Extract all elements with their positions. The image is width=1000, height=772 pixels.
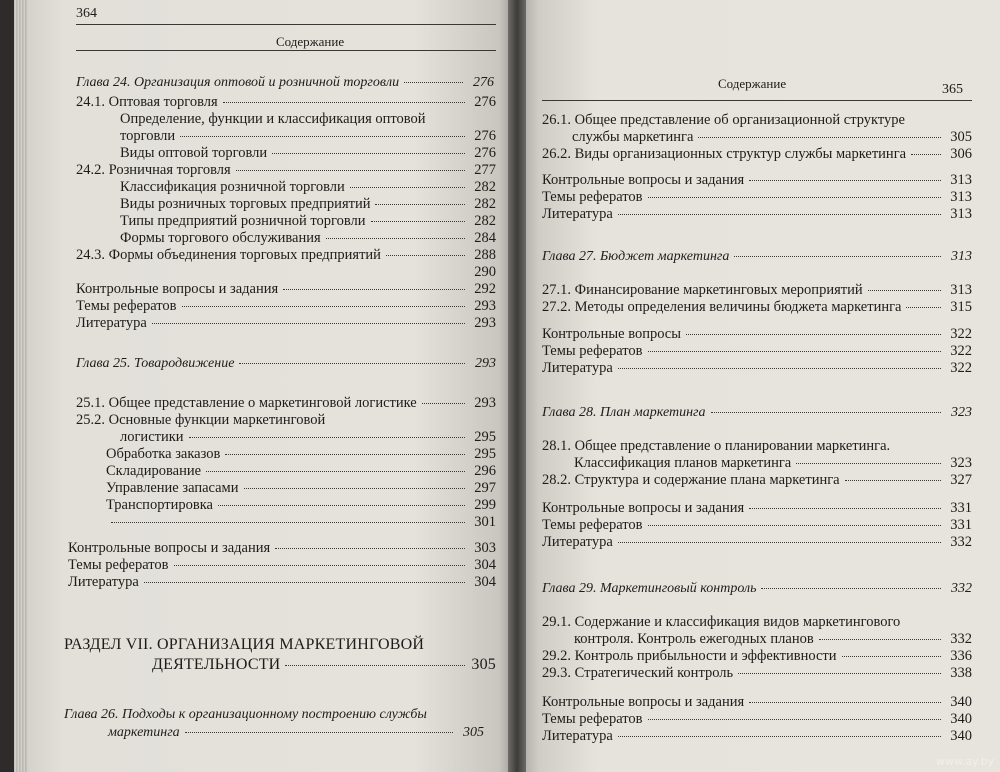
section-heading: ДЕЯТЕЛЬНОСТИ 305 (152, 656, 496, 673)
toc-entry: 28.1. Общее представление о планировании маркетинга. (542, 438, 891, 454)
header-rule-2 (76, 50, 496, 51)
toc-entry: Классификация планов маркетинга 323 (574, 455, 972, 471)
toc-entry: 301 (106, 514, 496, 531)
toc-entry: Темы рефератов 322 (542, 343, 972, 359)
toc-entry: 27.2. Методы определения величины бюджета маркетинга 315 (542, 299, 972, 315)
toc-entry: Темы рефератов 304 (68, 557, 496, 573)
toc-entry: Литература 322 (542, 360, 972, 376)
toc-entry: Глава 25. Товародвижение 293 (76, 356, 496, 371)
page-edge-stack (14, 0, 28, 772)
toc-entry: Транспортировка 299 (106, 497, 496, 513)
header-rule (542, 100, 972, 101)
toc-entry: Обработка заказов 295 (106, 446, 496, 462)
toc-entry: Управление запасами 297 (106, 480, 496, 496)
toc-entry: 29.2. Контроль прибыльности и эффективности 336 (542, 648, 972, 664)
toc-entry: Литература 340 (542, 728, 972, 744)
toc-entry: Темы рефератов 340 (542, 711, 972, 727)
right-page (520, 0, 1000, 772)
toc-entry: Виды розничных торговых предприятий 282 (120, 196, 496, 212)
toc-entry: Темы рефератов 331 (542, 517, 972, 533)
section-heading: РАЗДЕЛ VII. ОРГАНИЗАЦИЯ МАРКЕТИНГОВОЙ (64, 636, 425, 653)
toc-entry: Виды оптовой торговли 276 (120, 145, 496, 161)
book-gutter (508, 0, 526, 772)
toc-entry: торговли 276 (120, 128, 496, 144)
toc-entry: Классификация розничной торговли 282 (120, 179, 496, 195)
toc-entry: контроля. Контроль ежегодных планов 332 (574, 631, 972, 647)
toc-entry: Литература 313 (542, 206, 972, 222)
toc-entry: 25.1. Общее представление о маркетинговой логистике 293 (76, 395, 496, 411)
toc-entry: Литература 304 (68, 574, 496, 590)
toc-entry: 26.2. Виды организационных структур службы маркетинга 306 (542, 146, 972, 162)
left-page (14, 0, 514, 772)
page-number: 365 (942, 82, 963, 97)
toc-entry: 28.2. Структура и содержание плана маркетинга 327 (542, 472, 972, 488)
toc-entry: Контрольные вопросы и задания 303 (68, 540, 496, 556)
toc-entry: 24.2. Розничная торговля 277 (76, 162, 496, 178)
watermark: www.ay.by (935, 755, 994, 768)
toc-entry: Контрольные вопросы 322 (542, 326, 972, 342)
page-number: 364 (76, 6, 97, 21)
toc-entry: Темы рефератов 293 (76, 298, 496, 314)
toc-entry: Контрольные вопросы и задания 313 (542, 172, 972, 188)
toc-entry: Контрольные вопросы и задания 331 (542, 500, 972, 516)
toc-entry: Глава 24. Организация оптовой и розничной торговли 276 (76, 75, 494, 90)
toc-entry: логистики 295 (120, 429, 496, 445)
toc-entry: Глава 27. Бюджет маркетинга 313 (542, 249, 972, 264)
running-header: Содержание (276, 34, 345, 49)
toc-entry: Глава 26. Подходы к организационному построению службы (64, 707, 427, 722)
toc-entry: 24.3. Формы объединения торговых предприятий 288 (76, 247, 496, 263)
toc-entry: 29.3. Стратегический контроль 338 (542, 665, 972, 681)
toc-entry: 25.2. Основные функции маркетинговой (76, 412, 326, 428)
running-header: Содержание (718, 76, 787, 91)
toc-entry: Темы рефератов 313 (542, 189, 972, 205)
toc-entry: маркетинга 305 (108, 725, 484, 740)
toc-entry: 29.1. Содержание и классификация видов маркетингового (542, 614, 901, 630)
toc-entry: Контрольные вопросы и задания 292 (76, 281, 496, 297)
toc-entry: Литература 332 (542, 534, 972, 550)
toc-entry: Определение, функции и классификация оптовой (120, 111, 426, 127)
toc-entry: 24.1. Оптовая торговля 276 (76, 94, 496, 110)
toc-entry: Формы торгового обслуживания 284 (120, 230, 496, 246)
toc-entry: Типы предприятий розничной торговли 282 (120, 213, 496, 229)
toc-entry: 27.1. Финансирование маркетинговых мероприятий 313 (542, 282, 972, 298)
toc-entry: 26.1. Общее представление об организационной структуре (542, 112, 905, 128)
toc-entry: Глава 29. Маркетинговый контроль 332 (542, 581, 972, 596)
toc-entry: Глава 28. План маркетинга 323 (542, 405, 972, 420)
toc-entry: службы маркетинга 305 (572, 129, 972, 145)
header-rule (76, 24, 496, 25)
toc-entry: Литература 293 (76, 315, 496, 331)
toc-entry: Контрольные вопросы и задания 340 (542, 694, 972, 710)
toc-entry: 290 (474, 264, 496, 280)
toc-entry: Складирование 296 (106, 463, 496, 479)
